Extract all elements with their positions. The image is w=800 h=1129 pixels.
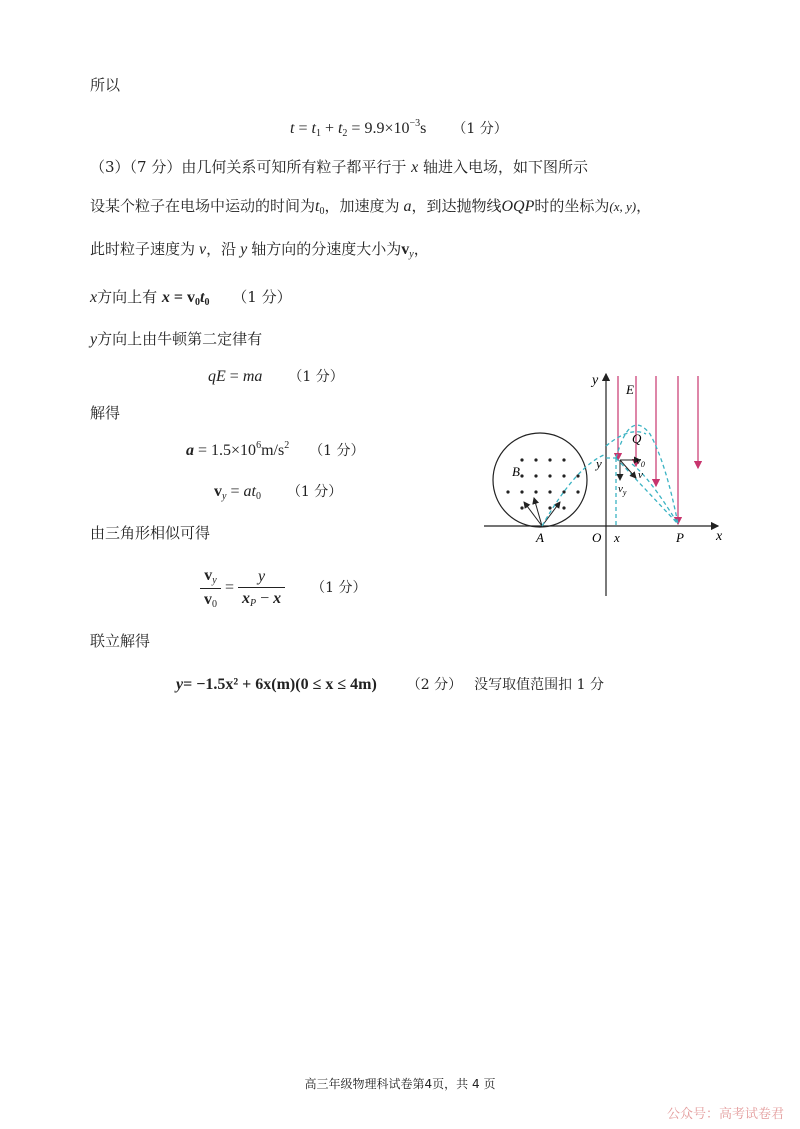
- label-v: v: [638, 469, 643, 481]
- equation-time: $t = t_1 + t_2 = 9.9\times 10^{-3}s$ （1 分）: [290, 118, 508, 139]
- setup-text-d: 时的坐标为: [534, 197, 610, 215]
- y-direction-line: y方向上由牛顿第二定律有: [90, 330, 263, 348]
- setup-text-a: 设某个粒子在电场中运动的时间为: [90, 197, 316, 215]
- ydir-text: 方向上由牛顿第二定律有: [97, 330, 263, 348]
- particle-paths: [542, 425, 678, 526]
- x-direction-line: x方向上有 $x = v_0t_0$ （1 分）: [90, 288, 292, 308]
- vel-text-b: ，沿: [206, 240, 237, 258]
- label-vy: $v_y$: [618, 483, 627, 497]
- magnetic-field-circle: [493, 433, 587, 527]
- final-note: 没写取值范围扣 1 分: [474, 677, 604, 693]
- label-y-coordinate: y: [596, 456, 602, 471]
- label-O: O: [592, 530, 602, 545]
- entry-velocity-arrows: [524, 498, 560, 526]
- y-axis-label: y: [592, 373, 599, 388]
- watermark: 公众号：高考试卷君: [666, 1107, 784, 1122]
- label-A: A: [536, 530, 544, 545]
- accel-score: （1 分）: [309, 443, 365, 459]
- setup-end: ，: [636, 197, 652, 215]
- page-footer: 高三年级物理科试卷第4页，共 4 页: [304, 1077, 496, 1091]
- vel-end: ，: [413, 240, 429, 258]
- final-score: （2 分）: [406, 677, 463, 693]
- xdir-text: 方向上有: [97, 288, 158, 306]
- setup-line: 设某个粒子在电场中运动的时间为$t_0$，加速度为 a，到达抛物线OQP时的坐标为(x, y)，: [90, 197, 652, 217]
- eq-t-exp: −3: [409, 118, 421, 129]
- final-eq: = −1.5x² + 6x(m)(0 ≤ x ≤ 4m): [183, 676, 377, 693]
- electric-field-lines: [618, 376, 698, 524]
- accel-unit: m/s: [261, 442, 285, 459]
- ratio-score: （1 分）: [311, 580, 367, 597]
- vel-text-c: 轴方向的分速度大小为: [251, 240, 402, 258]
- accel-exp: 6: [256, 440, 262, 451]
- newton-score: （1 分）: [288, 369, 344, 385]
- velocity-line: 此时粒子速度为 v，沿 y 轴方向的分速度大小为$v_y$，: [90, 240, 429, 260]
- label-B: B: [512, 464, 520, 479]
- equation-ratio: $\frac{v_y}{v_0}$ = $\frac{y}{x_P - x}$ （1 分）: [200, 566, 367, 611]
- part3-intro: （3）（7 分）由几何关系可知所有粒子都平行于 x 轴进入电场，如下图所示: [90, 158, 589, 176]
- part3-text-b: 轴进入电场，如下图所示: [423, 158, 589, 176]
- eq-t-unit: s: [420, 120, 427, 137]
- setup-text-c: ，到达抛物线: [411, 197, 502, 215]
- setup-coord: (x, y): [609, 199, 637, 214]
- x-axis-label: x: [716, 529, 723, 544]
- label-x-coordinate: x: [614, 530, 620, 545]
- text-jiede: 解得: [90, 404, 121, 422]
- eq-t-value: 9.9×10: [364, 120, 410, 137]
- vel-text-a: 此时粒子速度为: [90, 240, 196, 258]
- label-v0: $v_0$: [636, 455, 645, 469]
- text-similar: 由三角形相似可得: [90, 524, 211, 542]
- equation-vy: $v_y = at_0$ （1 分）: [214, 483, 343, 502]
- text-suoyi: 所以: [90, 76, 121, 94]
- equation-acceleration: $a = 1.5\times 10^6m/s^2$ （1 分）: [186, 440, 365, 459]
- equation-final: y= −1.5x² + 6x(m)(0 ≤ x ≤ 4m) （2 分） 没写取值范围扣 1 分: [176, 676, 604, 693]
- vy-score: （1 分）: [286, 484, 343, 500]
- setup-curve-name: OQP: [501, 198, 535, 215]
- text-lianli: 联立解得: [90, 632, 151, 650]
- setup-text-b: ，加速度为: [324, 197, 400, 215]
- accel-value: 1.5×10: [211, 442, 257, 459]
- label-P: P: [676, 530, 684, 545]
- physics-diagram: [480, 368, 730, 608]
- eq-t-score: （1 分）: [452, 121, 508, 137]
- part3-text-a: （3）（7 分）由几何关系可知所有粒子都平行于: [90, 158, 407, 176]
- equation-newton: qE = ma （1 分）: [208, 368, 344, 385]
- label-E: E: [626, 382, 634, 397]
- label-Q: Q: [632, 431, 642, 446]
- xdir-score: （1 分）: [232, 288, 292, 306]
